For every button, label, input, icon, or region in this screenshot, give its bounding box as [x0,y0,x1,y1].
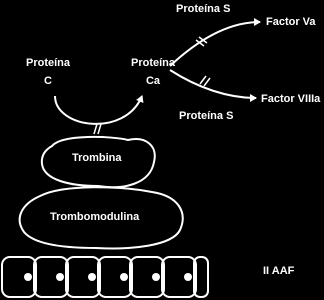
factor-va-label: Factor Va [266,16,316,28]
activation-arrow [55,96,142,124]
protein-s-top-label: Proteína S [176,3,231,15]
activation-tick-mark [94,124,101,134]
protein-ca-label [131,57,175,87]
cell-nucleus [56,273,64,281]
protein-ca-label-line1: Proteína [130,57,176,69]
thrombomodulin-label: Trombomodulina [50,211,140,223]
protein-c-label-line2: C [44,75,52,87]
inhibition-mark-viiia [200,76,210,86]
cell-nucleus [24,273,32,281]
protein-s-bottom-label: Proteína S [179,110,234,122]
thrombin-label: Trombina [72,152,122,164]
protein-c-label-line1: Proteína [25,57,71,69]
cell-nucleus [152,273,160,281]
endothelial-cell-layer [2,257,208,297]
source-label: II AAF [263,265,295,277]
protein-ca-label-line2: Ca [145,75,161,87]
cell-nucleus [120,273,128,281]
inactivation-arrow-va [170,22,260,66]
cell-nucleus [184,273,192,281]
inactivation-arrow-viiia [170,70,256,98]
factor-viiia-label: Factor VIIIa [261,93,321,105]
cell-nuclei [24,273,192,281]
protein-c-label [26,57,70,87]
cell-nucleus [88,273,96,281]
